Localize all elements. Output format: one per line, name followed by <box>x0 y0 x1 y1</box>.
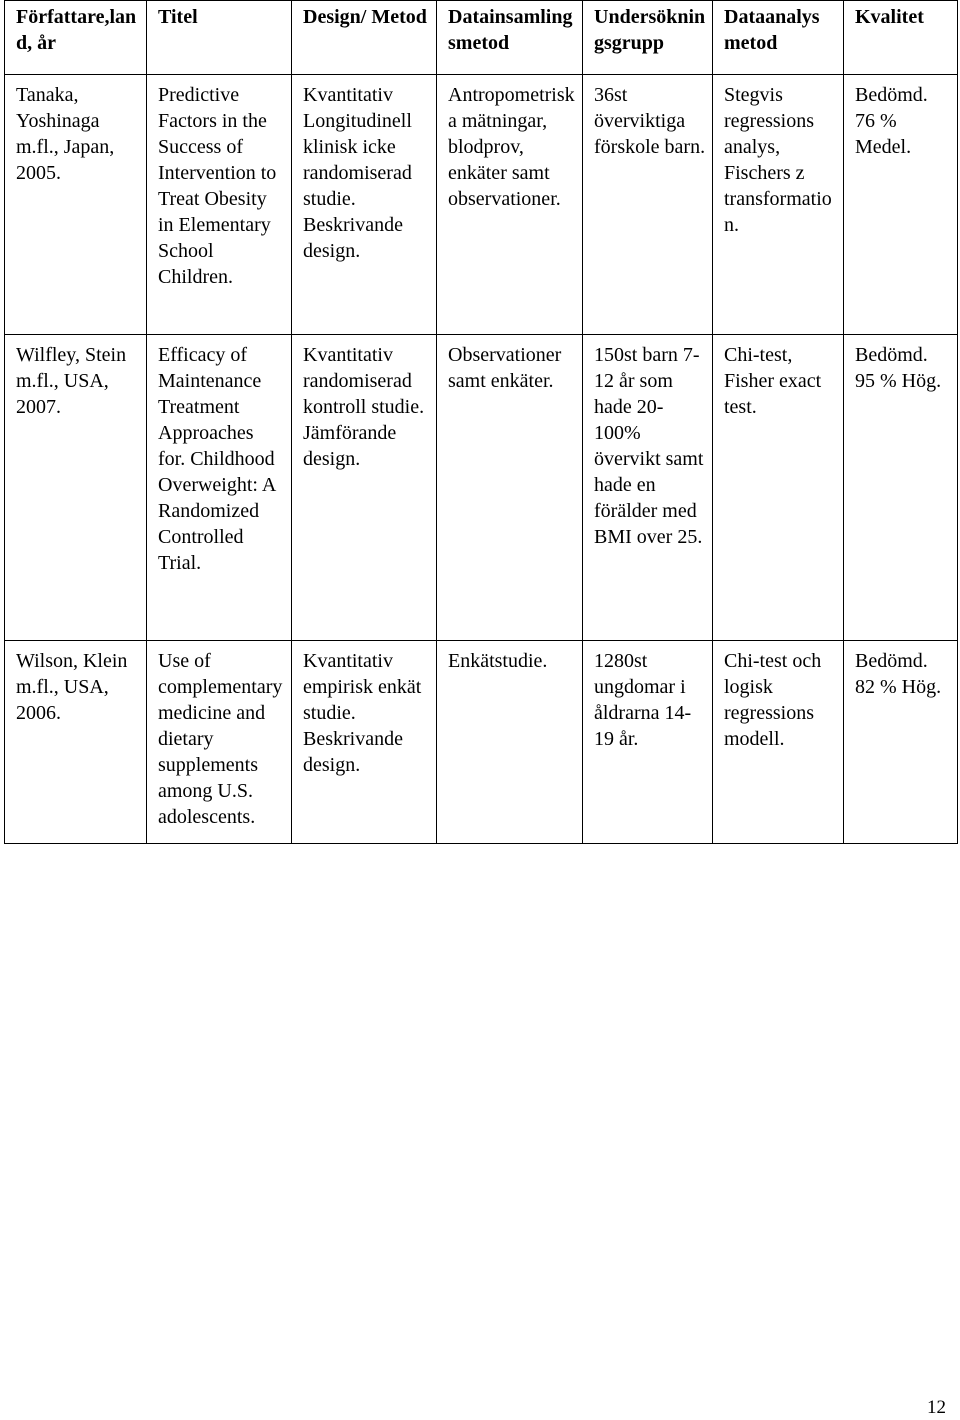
cell-title: Predictive Factors in the Success of Intervention to Treat Obesity in Elementary School Children. <box>147 75 292 335</box>
cell-title: Use of complementary medicine and dietary supplements among U.S. adolescents. <box>147 641 292 844</box>
cell-design: Kvantitativ empirisk enkät studie. Beskrivande design. <box>292 641 437 844</box>
cell-analysis: Chi-test, Fisher exact test. <box>713 335 844 641</box>
cell-author: Wilfley, Stein m.fl., USA, 2007. <box>5 335 147 641</box>
cell-design: Kvantitativ Longitudinell klinisk icke randomiserad studie. Beskrivande design. <box>292 75 437 335</box>
cell-data-collection: Observationer samt enkäter. <box>437 335 583 641</box>
cell-study-group: 150st barn 7-12 år som hade 20-100% övervikt samt hade en förälder med BMI over 25. <box>583 335 713 641</box>
cell-analysis: Chi-test och logisk regressions modell. <box>713 641 844 844</box>
header-author: Författare,land, år <box>5 1 147 75</box>
cell-author: Tanaka, Yoshinaga m.fl., Japan, 2005. <box>5 75 147 335</box>
cell-study-group: 1280st ungdomar i åldrarna 14-19 år. <box>583 641 713 844</box>
cell-data-collection: Antropometriska mätningar, blodprov, enkäter samt observationer. <box>437 75 583 335</box>
cell-analysis: Stegvis regressions analys, Fischers z transformation. <box>713 75 844 335</box>
table-row <box>5 75 958 335</box>
table-row <box>5 335 958 641</box>
cell-title: Efficacy of Maintenance Treatment Approaches for. Childhood Overweight: A Randomized Controlled Trial. <box>147 335 292 641</box>
cell-study-group: 36st överviktiga förskole barn. <box>583 75 713 335</box>
table-row <box>5 641 958 844</box>
cell-quality: Bedömd. 82 % Hög. <box>844 641 958 844</box>
literature-review-table <box>4 0 958 844</box>
header-design: Design/ Metod <box>292 1 437 75</box>
cell-data-collection: Enkätstudie. <box>437 641 583 844</box>
cell-author: Wilson, Klein m.fl., USA, 2006. <box>5 641 147 844</box>
header-analysis: Dataanalys metod <box>713 1 844 75</box>
header-data-collection: Datainsamlingsmetod <box>437 1 583 75</box>
header-study-group: Undersökningsgrupp <box>583 1 713 75</box>
table-header-row <box>5 1 958 75</box>
header-quality: Kvalitet <box>844 1 958 75</box>
cell-quality: Bedömd. 95 % Hög. <box>844 335 958 641</box>
cell-design: Kvantitativ randomiserad kontroll studie. Jämförande design. <box>292 335 437 641</box>
page-number: 12 <box>927 1397 946 1418</box>
header-title: Titel <box>147 1 292 75</box>
cell-quality: Bedömd. 76 % Medel. <box>844 75 958 335</box>
